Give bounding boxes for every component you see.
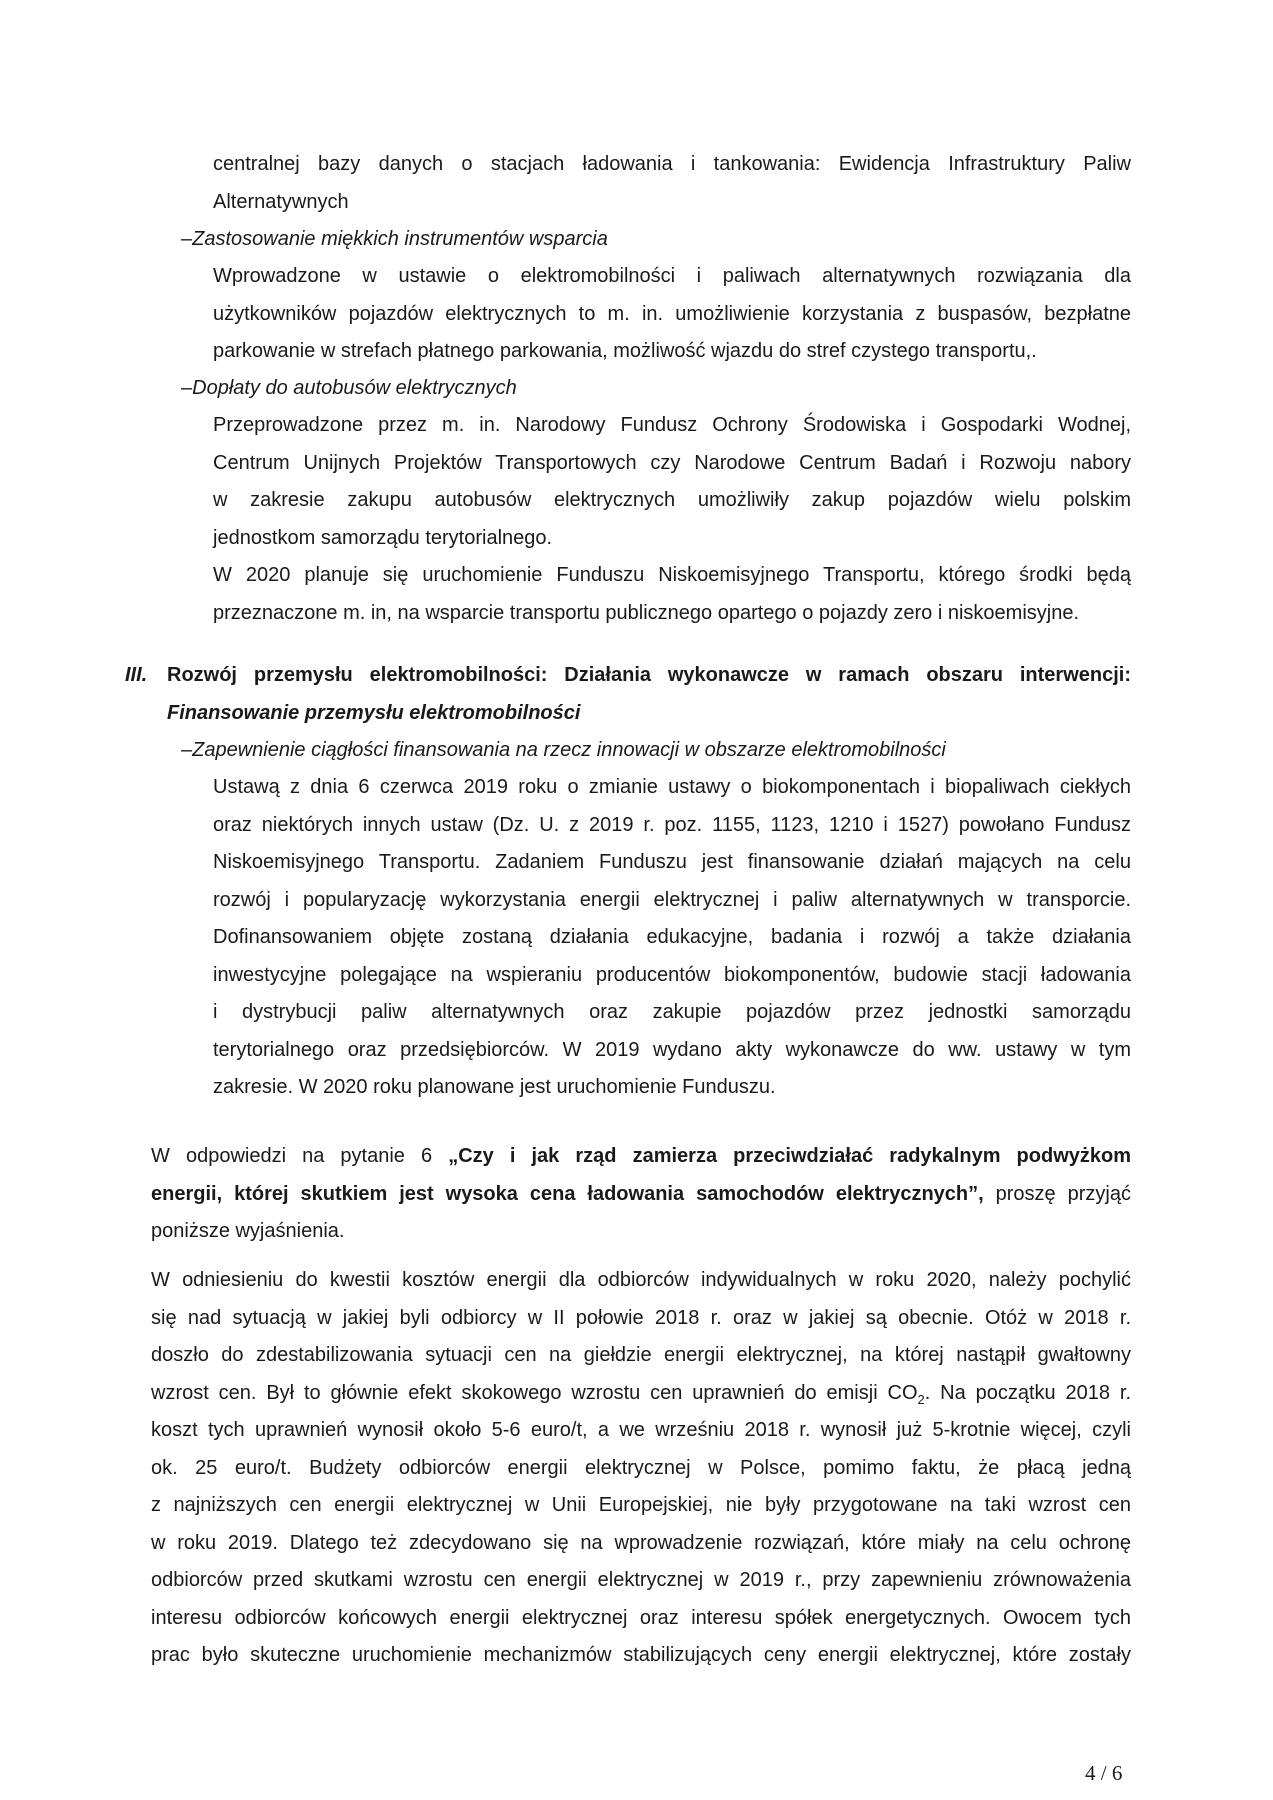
section-subtitle: Finansowanie przemysłu elektromobilności [167,701,581,724]
text-line: interesu odbiorców końcowych energii elektrycznej oraz interesu spółek energetycznych. Owocem tych [151,1606,1131,1629]
text-fragment: . Na początku 2018 r. [924,1381,1131,1404]
text-line: przeznaczone m. in, na wsparcie transportu publicznego opartego o pojazdy zero i niskoemisyjne. [213,601,1080,624]
text-line: Alternatywnych [213,190,349,213]
text-line: w roku 2019. Dlatego też zdecydowano się na wprowadzenie rozwiązań, które miały na celu ochronę [151,1531,1131,1554]
bullet-title: Zapewnienie ciągłości finansowania na rzecz innowacji w obszarze elektromobilności [192,739,946,761]
paragraph-answer-question-6 [151,1138,1131,1251]
bullet-electric-buses [181,370,517,408]
text-line: koszt tych uprawnień wynosił około 5-6 euro/t, a we wrześniu 2018 r. wynosił już 5-krotnie więcej, czyli [151,1419,1131,1441]
text-line: Wprowadzone w ustawie o elektromobilności i paliwach alternatywnych rozwiązania dla [213,265,1131,287]
text-line: użytkowników pojazdów elektrycznych to m. in. umożliwienie korzystania z buspasów, bezpłatne [213,302,1131,325]
text-line: w zakresie zakupu autobusów elektrycznych umożliwiły zakup pojazdów wielu polskim [213,489,1131,511]
text-line: i dystrybucji paliw alternatywnych oraz zakupie pojazdów przez jednostki samorządu [213,1001,1131,1023]
text-line [151,1176,1131,1214]
paragraph-fund-act [213,769,1131,1107]
dash-marker: – [181,739,193,761]
text-fragment: wzrost cen. Był to głównie efekt skokowego wzrostu cen uprawnień do emisji CO [151,1381,918,1404]
text-line: prac było skuteczne uruchomienie mechanizmów stabilizujących ceny energii elektrycznej, które zostały [151,1644,1131,1666]
section-number: III. [125,664,148,686]
text-line: centralnej bazy danych o stacjach ładowania i tankowania: Ewidencja Infrastruktury Paliw [213,153,1131,175]
text-line: zakresie. W 2020 roku planowane jest uruchomienie Funduszu. [213,1076,776,1098]
text-line: parkowanie w strefach płatnego parkowania, możliwość wjazdu do stref czystego transportu,. [213,340,1037,362]
paragraph-electric-buses [213,407,1131,557]
text-line: się nad sytuacją w jakiej byli odbiorcy w II połowie 2018 r. oraz w jakiej są obecnie. Otóż w 2018 r. [151,1306,1131,1329]
text-line: Dofinansowaniem objęte zostaną działania edukacyjne, badania i rozwój a także działania [213,926,1131,948]
answer-intro: W odpowiedzi na pytanie 6 [151,1145,449,1167]
text-line: oraz niektórych innych ustaw (Dz. U. z 2019 r. poz. 1155, 1123, 1210 i 1527) powołano Fundusz [213,813,1131,836]
section-title: Rozwój przemysłu elektromobilności: Działania wykonawcze w ramach obszaru interwencji: [167,664,1131,686]
text-line: Ustawą z dnia 6 czerwca 2019 roku o zmianie ustawy o biokomponentach i biopaliwach ciekłych [213,776,1131,798]
answer-continuation: proszę przyjąć [983,1182,1131,1205]
question-quote-continued: energii, której skutkiem jest wysoka cena ładowania samochodów elektrycznych”, [151,1182,984,1205]
dash-marker: – [181,228,193,250]
paragraph-soft-instruments [213,258,1131,371]
text-line: doszło do zdestabilizowania sytuacji cen na giełdzie energii elektrycznej, na której nastąpił gwałtowny [151,1344,1131,1366]
text-line [151,1138,1131,1176]
page-number: 4 / 6 [1085,1761,1123,1785]
section-heading-iii [125,657,1131,732]
text-line: jednostkom samorządu terytorialnego. [213,526,553,549]
paragraph-low-emission-fund-2020 [213,557,1131,632]
text-line: Centrum Unijnych Projektów Transportowych czy Narodowe Centrum Badań i Rozwoju nabory [213,451,1131,474]
bullet-title: Dopłaty do autobusów elektrycznych [192,377,517,399]
bullet-title: Zastosowanie miękkich instrumentów wsparcia [192,228,608,250]
text-line: W odniesieniu do kwestii kosztów energii dla odbiorców indywidualnych w roku 2020, należy pochylić [151,1269,1131,1291]
text-line: Niskoemisyjnego Transportu. Zadaniem Funduszu jest finansowanie działań mających na celu [213,851,1131,873]
text-line: poniższe wyjaśnienia. [151,1220,345,1242]
text-line: inwestycyjne polegające na wspieraniu producentów biokomponentów, budowie stacji ładowania [213,963,1131,986]
text-line: z najniższych cen energii elektrycznej w Unii Europejskiej, nie były przygotowane na taki wzrost cen [151,1494,1131,1516]
paragraph-central-database [213,146,1131,221]
text-line: terytorialnego oraz przedsiębiorców. W 2019 wydano akty wykonawcze do ww. ustawy w tym [213,1038,1131,1061]
text-line: rozwój i popularyzację wykorzystania energii elektrycznej i paliw alternatywnych w transporcie. [213,888,1131,911]
text-line: ok. 25 euro/t. Budżety odbiorców energii elektrycznej w Polsce, pomimo faktu, że płacą jedną [151,1456,1131,1479]
question-quote: „Czy i jak rząd zamierza przeciwdziałać radykalnym podwyżkom [448,1145,1132,1167]
text-line: odbiorców przed skutkami wzrostu cen energii elektrycznej w 2019 r., przy zapewnieniu zrównoważenia [151,1569,1131,1591]
bullet-soft-instruments [181,221,608,259]
subscript: 2 [917,1391,925,1407]
paragraph-energy-costs [151,1262,1131,1675]
dash-marker: – [181,377,193,399]
bullet-financing-continuity [181,732,946,770]
text-line: W 2020 planuje się uruchomienie Funduszu Niskoemisyjnego Transportu, którego środki będą [213,564,1131,586]
text-line: Przeprowadzone przez m. in. Narodowy Fundusz Ochrony Środowiska i Gospodarki Wodnej, [213,414,1131,436]
text-line [151,1375,1131,1413]
